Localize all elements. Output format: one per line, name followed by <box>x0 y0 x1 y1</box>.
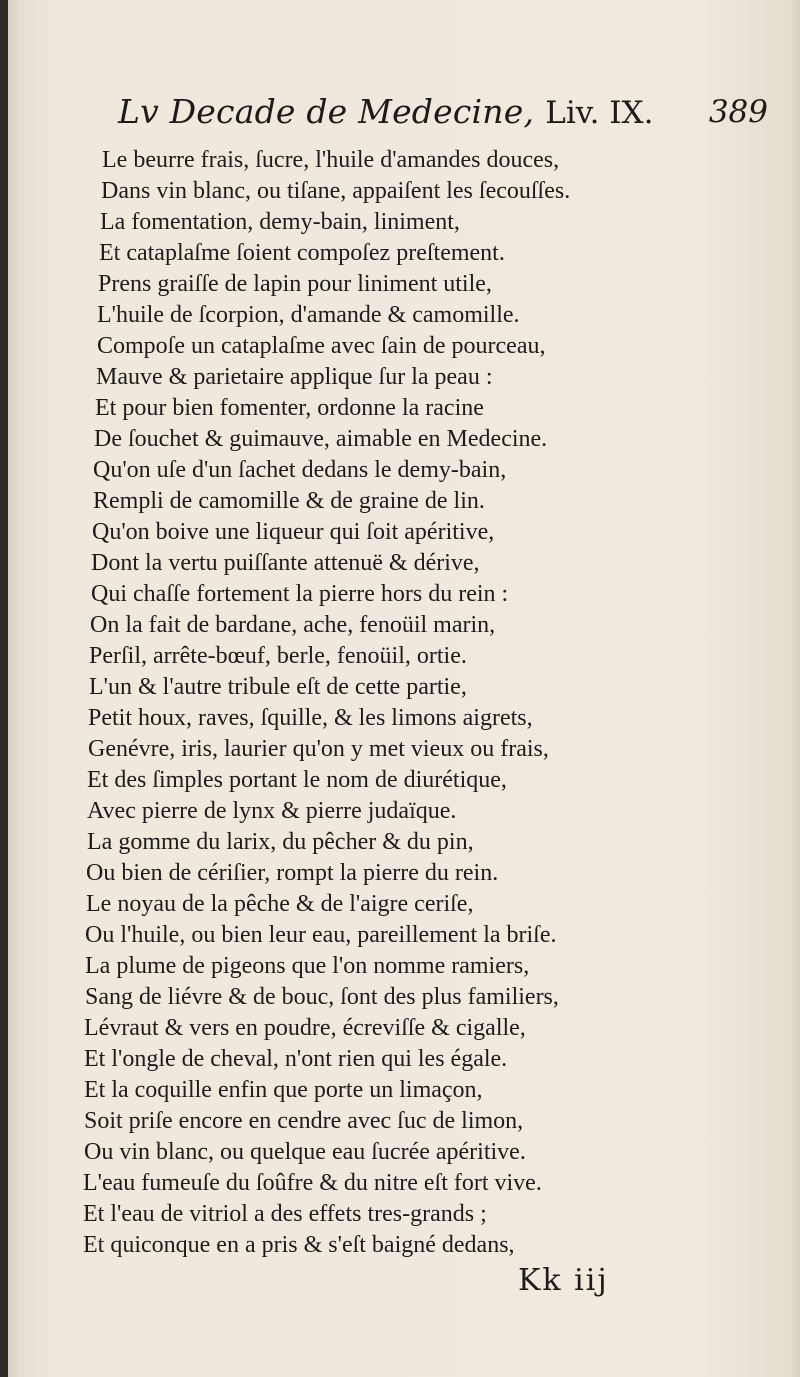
verse-line: La plume de pigeons que l'on nomme ramiers, <box>85 953 530 979</box>
verse-line: De ſouchet & guimauve, aimable en Medecine. <box>94 426 548 452</box>
verse-line: Prens graiſſe de lapin pour liniment utile, <box>98 271 492 297</box>
verse-line: Ou bien de cériſier, rompt la pierre du rein. <box>86 860 499 886</box>
book-binding-edge <box>0 0 8 1377</box>
verse-line: Et la coquille enfin que porte un limaçon, <box>84 1077 483 1103</box>
verse-line: L'un & l'autre tribule eſt de cette partie, <box>89 674 467 700</box>
book-number: Liv. IX. <box>545 95 654 131</box>
verse-line: Lévraut & vers en poudre, écreviſſe & cigalle, <box>84 1015 526 1041</box>
verse-line: Mauve & parietaire applique ſur la peau : <box>96 364 493 390</box>
verse-line: Et pour bien fomenter, ordonne la racine <box>95 395 484 421</box>
running-title: Lv Decade de Medecine, <box>118 92 535 131</box>
verse-line: Ou l'huile, ou bien leur eau, pareillement la briſe. <box>85 922 557 948</box>
verse-line: Avec pierre de lynx & pierre judaïque. <box>87 798 457 824</box>
verse-line: La fomentation, demy-bain, liniment, <box>100 209 460 235</box>
verse-line: Le beurre frais, ſucre, l'huile d'amandes douces, <box>102 147 560 173</box>
verse-line: Et l'ongle de cheval, n'ont rien qui les égale. <box>84 1046 508 1072</box>
verse-line: L'eau fumeuſe du ſoûfre & du nitre eſt fort vive. <box>83 1170 542 1196</box>
verse-line: Compoſe un cataplaſme avec ſain de pourceau, <box>97 333 546 359</box>
verse-line: Le noyau de la pêche & de l'aigre ceriſe, <box>86 891 474 917</box>
page-header <box>118 92 778 140</box>
verse-line: Qu'on boive une liqueur qui ſoit apéritive, <box>92 519 495 545</box>
verse-line: Soit priſe encore en cendre avec ſuc de limon, <box>84 1108 524 1134</box>
verse-line: L'huile de ſcorpion, d'amande & camomille. <box>97 302 520 328</box>
verse-line: Petit houx, raves, ſquille, & les limons aigrets, <box>88 705 533 731</box>
verse-line: Qu'on uſe d'un ſachet dedans le demy-bain, <box>93 457 507 483</box>
signature-mark: Kk iij <box>518 1263 609 1298</box>
verse-line: Genévre, iris, laurier qu'on y met vieux ou frais, <box>88 736 549 762</box>
verse-line: Perſil, arrête-bœuf, berle, fenoüil, ortie. <box>89 643 467 669</box>
verse-line: Et quiconque en a pris & s'eſt baigné dedans, <box>83 1232 515 1258</box>
page-number: 389 <box>708 94 768 130</box>
verse-line: Qui chaſſe fortement la pierre hors du rein : <box>91 581 509 607</box>
verse-line: Rempli de camomille & de graine de lin. <box>93 488 485 514</box>
verse-line: On la fait de bardane, ache, fenoüil marin, <box>90 612 496 638</box>
verse-line: Et cataplaſme ſoient compoſez preſtement. <box>99 240 505 266</box>
verse-line: Et l'eau de vitriol a des effets tres-grands ; <box>83 1201 487 1227</box>
verse-line: La gomme du larix, du pêcher & du pin, <box>87 829 474 855</box>
verse-line: Ou vin blanc, ou quelque eau ſucrée apéritive. <box>84 1139 526 1165</box>
verse-line: Dans vin blanc, ou tiſane, appaiſent les ſecouſſes. <box>101 178 571 204</box>
verse-line: Dont la vertu puiſſante attenuë & dérive, <box>91 550 480 576</box>
verse-line: Sang de liévre & de bouc, ſont des plus familiers, <box>85 984 559 1010</box>
verse-line: Et des ſimples portant le nom de diurétique, <box>87 767 507 793</box>
